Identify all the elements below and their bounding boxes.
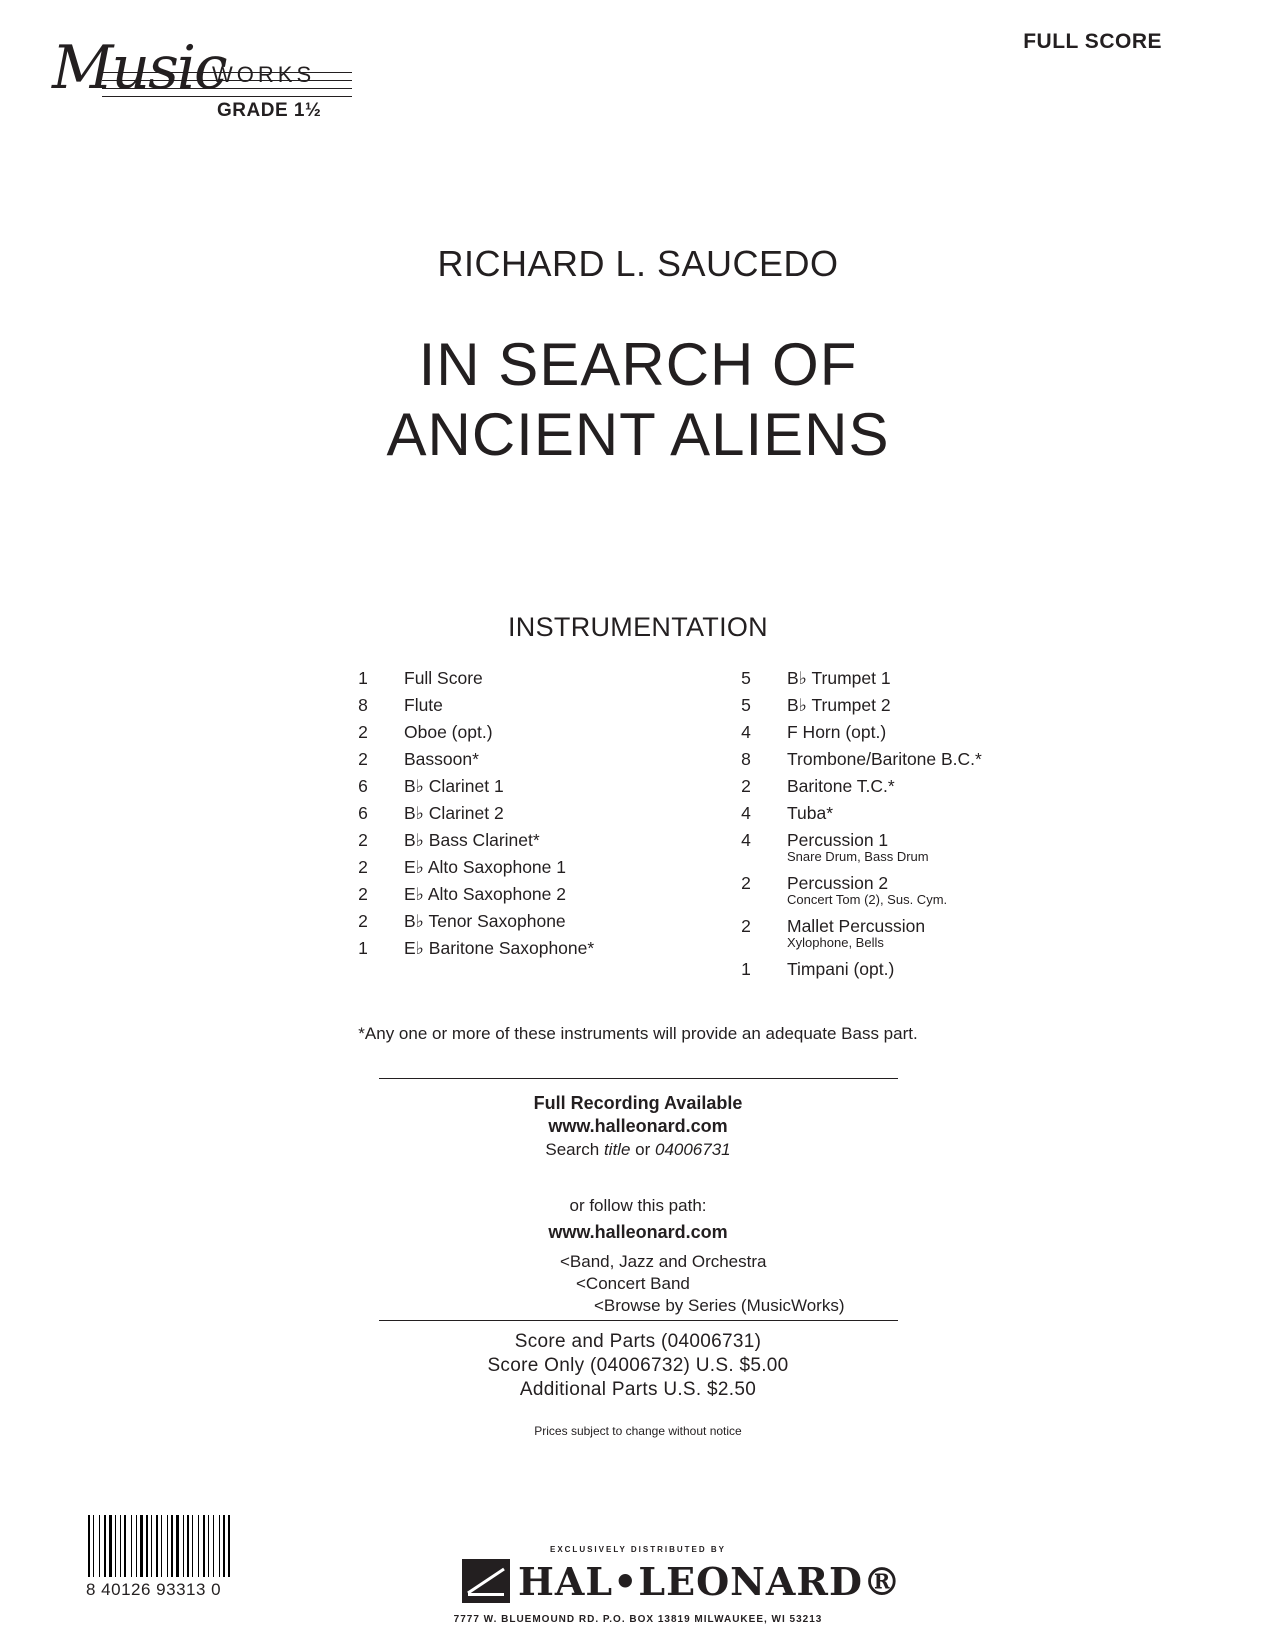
instrument-qty: 2 <box>358 722 368 742</box>
instrument-detail: Concert Tom (2), Sus. Cym. <box>787 892 948 907</box>
instrument-qty: 1 <box>741 959 751 979</box>
price-line: Additional Parts U.S. $2.50 <box>519 1379 757 1400</box>
title-line-2: ANCIENT ALIENS <box>386 401 890 468</box>
instrument-qty: 2 <box>358 857 368 877</box>
musicworks-logo <box>52 28 372 128</box>
divider <box>379 1078 898 1079</box>
path-crumb: <Band, Jazz and Orchestra <box>560 1252 767 1271</box>
instrument-row <box>733 692 1093 719</box>
instrument-qty: 8 <box>358 695 368 715</box>
instrument-name: Percussion 2 <box>787 873 889 893</box>
instrument-name: Oboe (opt.) <box>404 722 493 742</box>
instrument-qty: 2 <box>358 884 368 904</box>
instrument-row <box>733 827 1093 870</box>
instrument-qty: 6 <box>358 803 368 823</box>
follow-path-info <box>0 1194 1276 1244</box>
recording-info <box>0 1092 1276 1161</box>
price-line: Score and Parts (04006731) <box>514 1331 762 1352</box>
instrument-name: B♭ Trumpet 1 <box>787 668 891 688</box>
search-or: or <box>630 1140 655 1159</box>
bass-part-footnote: *Any one or more of these instruments will provide an adequate Bass part. <box>358 1024 918 1043</box>
instrument-name: B♭ Tenor Saxophone <box>404 911 566 931</box>
instrument-name: E♭ Alto Saxophone 1 <box>404 857 566 877</box>
price-line: Score Only (04006732) U.S. $5.00 <box>487 1355 789 1376</box>
instrument-row <box>350 665 710 692</box>
instrumentation-heading: INSTRUMENTATION <box>508 612 768 642</box>
instrument-row <box>350 719 710 746</box>
path-url-link[interactable]: www.halleonard.com <box>548 1222 728 1242</box>
instrument-row <box>350 827 710 854</box>
instrument-row <box>733 870 1093 913</box>
recording-url-link[interactable]: www.halleonard.com <box>548 1116 728 1136</box>
instrument-name: B♭ Bass Clarinet* <box>404 830 540 850</box>
instrument-qty: 1 <box>358 938 368 958</box>
instrument-name: Trombone/Baritone B.C.* <box>787 749 982 769</box>
instrument-name: Flute <box>404 695 443 715</box>
instrument-row <box>733 913 1093 956</box>
instrument-qty: 1 <box>358 668 368 688</box>
instrument-qty: 6 <box>358 776 368 796</box>
instrument-name: B♭ Trumpet 2 <box>787 695 891 715</box>
composer-name: RICHARD L. SAUCEDO <box>437 243 839 284</box>
hal-leonard-wordmark: HAL•LEONARD® <box>518 1559 902 1604</box>
instrument-row <box>350 773 710 800</box>
title-line-1: IN SEARCH OF <box>418 331 858 398</box>
instrumentation-right-column <box>733 665 1093 983</box>
instrument-row <box>350 692 710 719</box>
follow-path-label: or follow this path: <box>569 1196 707 1215</box>
instrument-row <box>733 800 1093 827</box>
instrument-qty: 5 <box>741 695 751 715</box>
instrument-qty: 2 <box>741 916 751 936</box>
instrument-row <box>350 800 710 827</box>
instrument-name: Bassoon* <box>404 749 479 769</box>
instrument-qty: 4 <box>741 803 751 823</box>
instrument-row <box>350 881 710 908</box>
piece-title <box>0 330 1276 470</box>
search-instructions <box>0 1138 1276 1161</box>
instrumentation-left-column <box>350 665 710 962</box>
full-score-label: FULL SCORE <box>1023 30 1162 53</box>
instrument-row <box>733 773 1093 800</box>
instrument-name: B♭ Clarinet 1 <box>404 776 504 796</box>
price-disclaimer: Prices subject to change without notice <box>534 1424 742 1438</box>
hal-leonard-mark-icon <box>462 1559 510 1603</box>
instrument-name: Tuba* <box>787 803 834 823</box>
logo-works-text: WORKS <box>212 62 316 87</box>
instrument-name: E♭ Baritone Saxophone* <box>404 938 595 958</box>
instrument-row <box>733 956 1093 983</box>
search-title-term: title <box>603 1140 631 1159</box>
grade-label: GRADE 1½ <box>217 100 322 121</box>
instrument-qty: 2 <box>358 749 368 769</box>
instrument-row <box>350 908 710 935</box>
instrument-qty: 2 <box>358 830 368 850</box>
instrument-name: F Horn (opt.) <box>787 722 887 742</box>
path-crumb: <Concert Band <box>576 1274 690 1293</box>
instrument-qty: 2 <box>358 911 368 931</box>
instrument-qty: 4 <box>741 722 751 742</box>
instrument-qty: 8 <box>741 749 751 769</box>
instrument-detail: Snare Drum, Bass Drum <box>787 849 929 864</box>
divider <box>379 1320 898 1321</box>
instrument-detail: Xylophone, Bells <box>787 935 884 950</box>
logo-script-text: Music <box>52 33 226 103</box>
barcode-digits: 8 40126 93313 0 <box>86 1580 222 1599</box>
pricing-info <box>0 1330 1276 1402</box>
instrument-name: Percussion 1 <box>787 830 889 850</box>
instrument-name: Full Score <box>404 668 483 688</box>
instrument-name: Timpani (opt.) <box>787 959 895 979</box>
distributed-by-label: EXCLUSIVELY DISTRIBUTED BY <box>549 1545 727 1554</box>
instrument-row <box>350 854 710 881</box>
instrument-row <box>733 665 1093 692</box>
instrument-row <box>350 935 710 962</box>
path-crumb: <Browse by Series (MusicWorks) <box>594 1296 845 1315</box>
publisher-address: 7777 W. BLUEMOUND RD. P.O. BOX 13819 MILWAUKEE, WI 53213 <box>453 1614 823 1625</box>
instrument-qty: 2 <box>741 873 751 893</box>
recording-heading: Full Recording Available <box>533 1093 743 1113</box>
instrument-name: Baritone T.C.* <box>787 776 895 796</box>
search-code: 04006731 <box>654 1140 731 1159</box>
instrument-row <box>733 746 1093 773</box>
instrument-qty: 5 <box>741 668 751 688</box>
instrument-qty: 4 <box>741 830 751 850</box>
instrument-name: Mallet Percussion <box>787 916 926 936</box>
instrument-row <box>733 719 1093 746</box>
hal-leonard-logo <box>462 1557 902 1609</box>
instrument-name: E♭ Alto Saxophone 2 <box>404 884 566 904</box>
search-prefix: Search <box>545 1140 604 1159</box>
instrument-qty: 2 <box>741 776 751 796</box>
instrument-name: B♭ Clarinet 2 <box>404 803 504 823</box>
instrument-row <box>350 746 710 773</box>
